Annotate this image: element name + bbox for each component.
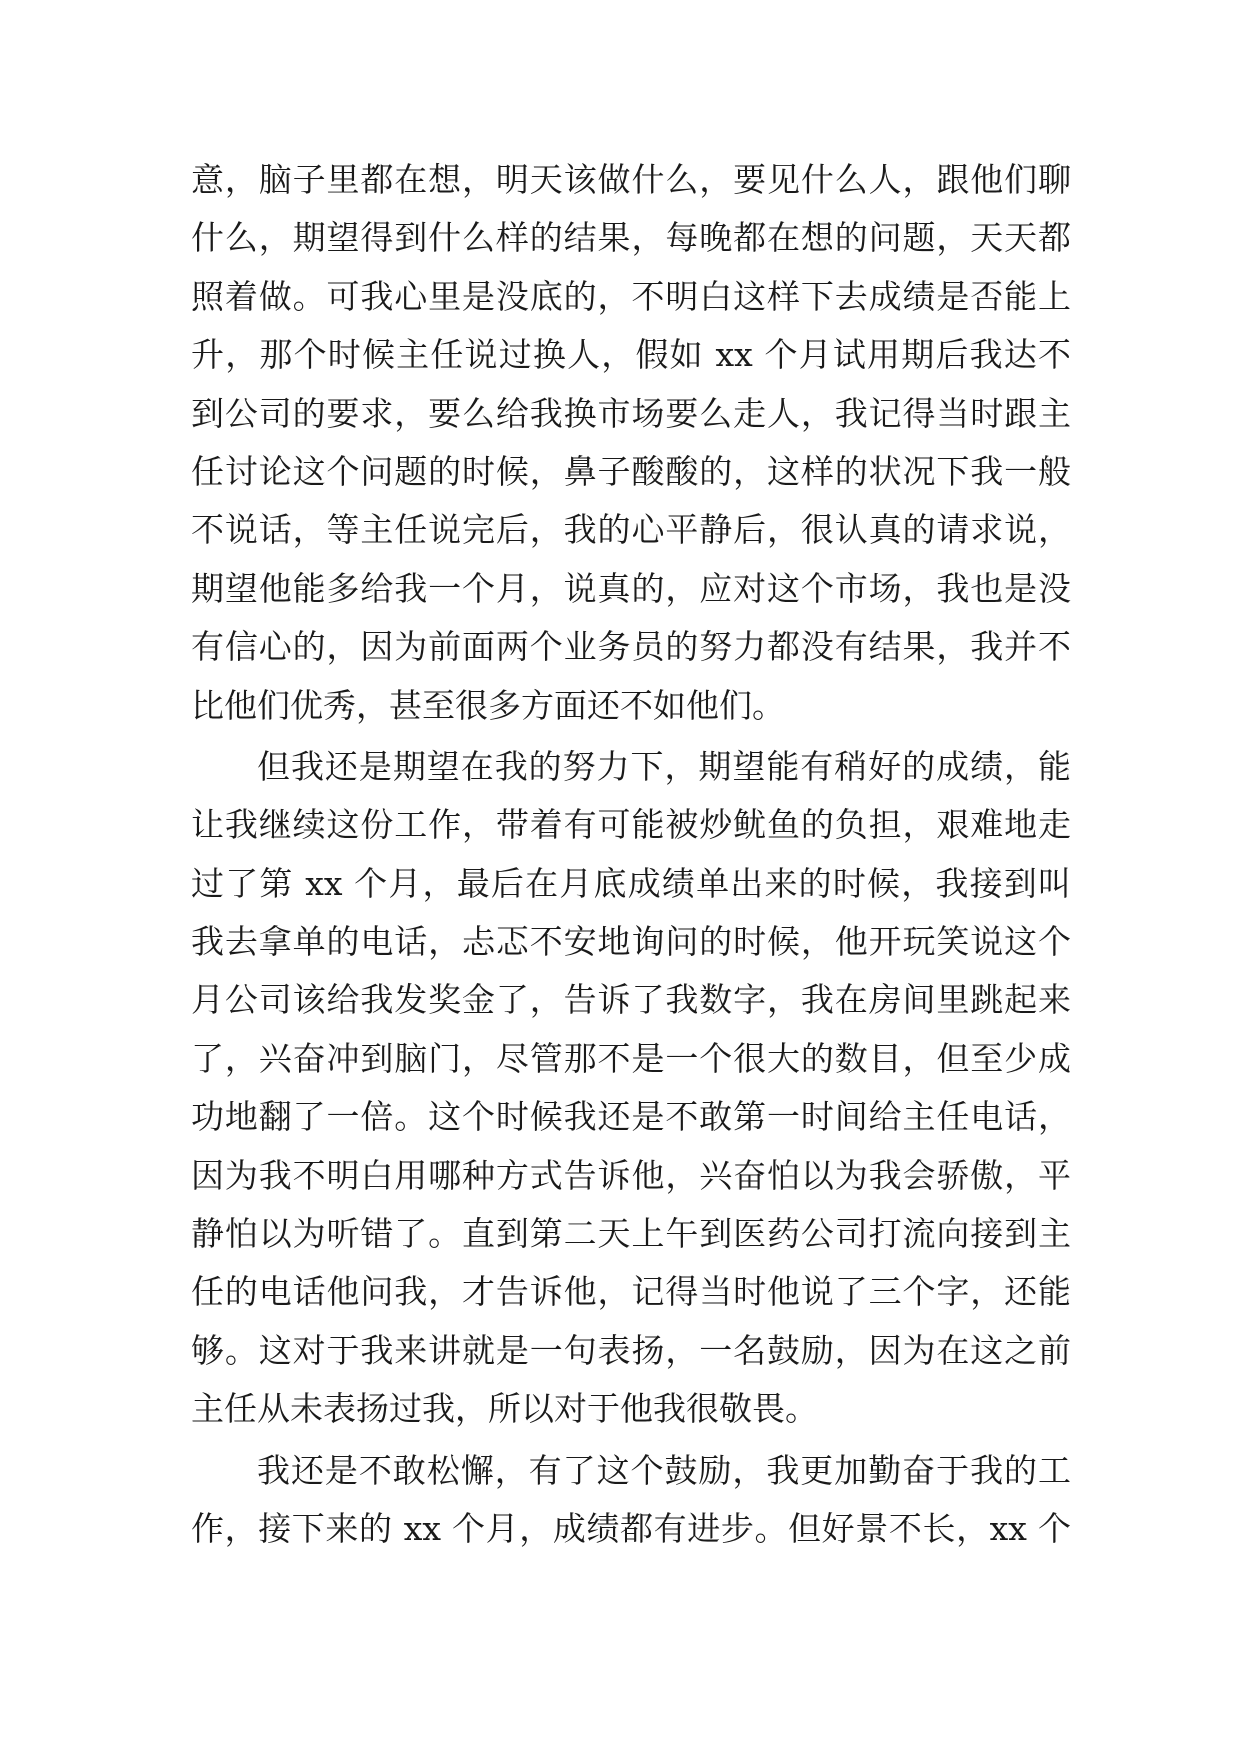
paragraph-1 [191, 160, 1071, 744]
text-line: 我去拿单的电话，忐忑不安地询问的时候，他开玩笑说这个 [191, 922, 1071, 962]
paragraph-2 [191, 747, 1071, 1448]
text-line: 我还是不敢松懈，有了这个鼓励，我更加勤奋于我的工 [257, 1450, 1071, 1490]
text-line: 月公司该给我发奖金了，告诉了我数字，我在房间里跳起来 [191, 980, 1071, 1020]
paragraph-3 [191, 1451, 1071, 1568]
text-line: 有信心的，因为前面两个业务员的努力都没有结果，我并不 [191, 627, 1071, 667]
text-line: 到公司的要求，要么给我换市场要么走人，我记得当时跟主 [191, 393, 1071, 433]
text-line: 比他们优秀，甚至很多方面还不如他们。 [191, 685, 785, 725]
text-line: 不说话，等主任说完后，我的心平静后，很认真的请求说， [191, 510, 1071, 550]
text-line: 主任从未表扬过我，所以对于他我很敬畏。 [191, 1389, 818, 1429]
text-line: 任讨论这个问题的时候，鼻子酸酸的，这样的状况下我一般 [191, 451, 1071, 491]
text-line: 功地翻了一倍。这个时候我还是不敢第一时间给主任电话， [191, 1097, 1071, 1137]
text-line: 够。这对于我来讲就是一句表扬，一名鼓励，因为在这之前 [191, 1330, 1071, 1370]
text-line: 但我还是期望在我的努力下，期望能有稍好的成绩，能 [257, 746, 1071, 786]
text-line: 照着做。可我心里是没底的，不明白这样下去成绩是否能上 [191, 276, 1071, 316]
text-line: 作，接下来的 xx 个月，成绩都有进步。但好景不长，xx 个 [191, 1508, 1071, 1548]
text-line: 期望他能多给我一个月，说真的，应对这个市场，我也是没 [191, 568, 1071, 608]
text-line: 静怕以为听错了。直到第二天上午到医药公司打流向接到主 [191, 1214, 1071, 1254]
text-line: 因为我不明白用哪种方式告诉他，兴奋怕以为我会骄傲，平 [191, 1155, 1071, 1195]
body-text [191, 160, 1071, 1567]
text-line: 升，那个时候主任说过换人，假如 xx 个月试用期后我达不 [191, 335, 1071, 375]
text-line: 过了第 xx 个月，最后在月底成绩单出来的时候，我接到叫 [191, 863, 1071, 903]
text-line: 让我继续这份工作，带着有可能被炒鱿鱼的负担，艰难地走 [191, 805, 1071, 845]
text-line: 任的电话他问我，才告诉他，记得当时他说了三个字，还能 [191, 1272, 1071, 1312]
text-line: 了，兴奋冲到脑门，尽管那不是一个很大的数目，但至少成 [191, 1038, 1071, 1078]
text-line: 什么，期望得到什么样的结果，每晚都在想的问题，天天都 [191, 218, 1071, 258]
text-line: 意，脑子里都在想，明天该做什么，要见什么人，跟他们聊 [191, 160, 1071, 199]
